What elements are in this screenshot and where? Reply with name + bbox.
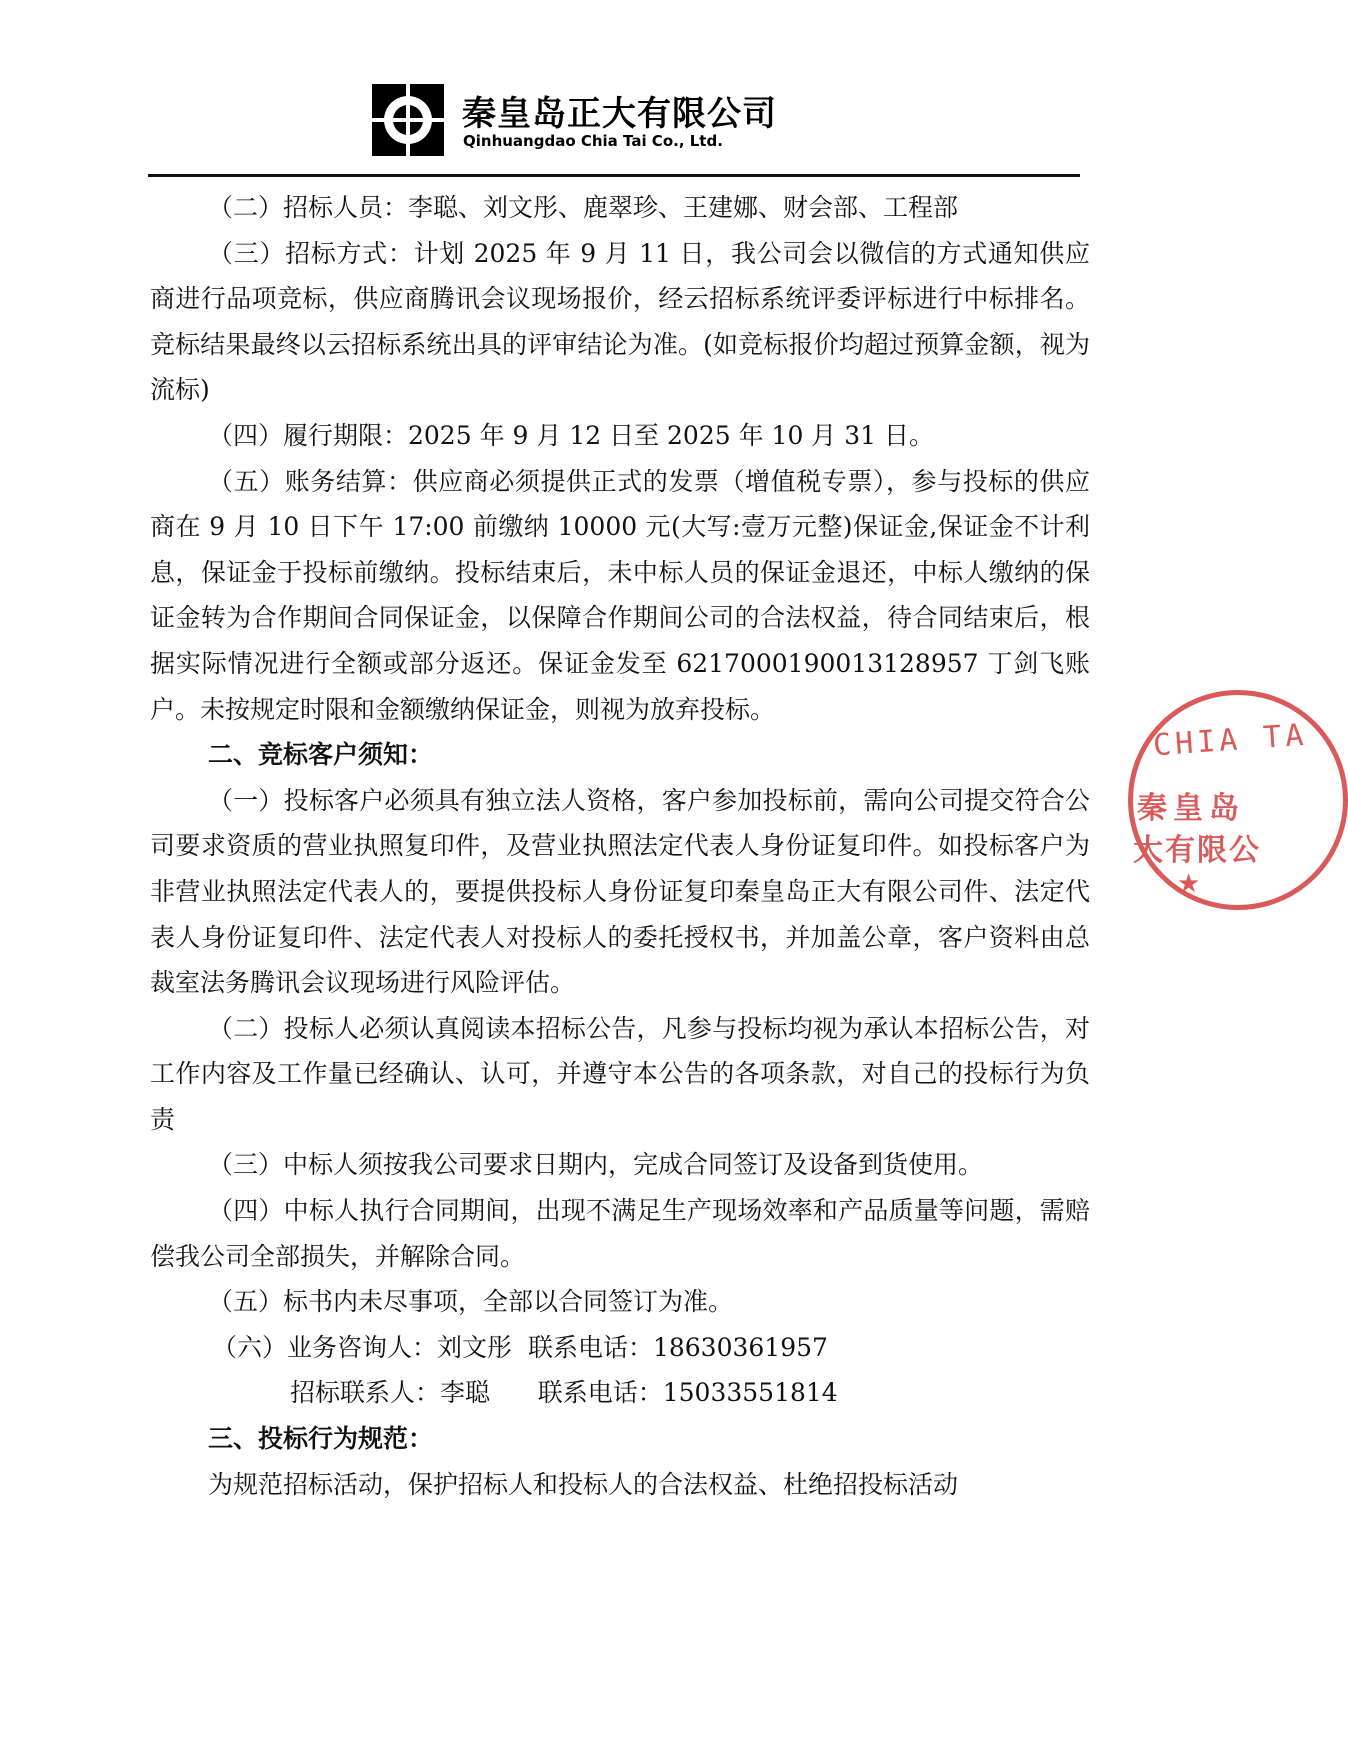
contact-bidding-phone-label: 联系电话： <box>537 1378 663 1408</box>
star-icon: ★ <box>1177 869 1201 899</box>
paragraph-conduct-intro: 为规范招标活动，保护招标人和投标人的合法权益、杜绝招投标活动 <box>208 1469 959 1499</box>
company-seal-stamp <box>1128 690 1348 910</box>
header-divider <box>148 174 1080 177</box>
contact-business-phone: 18630361957 <box>652 1332 828 1362</box>
paragraph-compensation: （四）中标人执行合同期间，出现不满足生产现场效率和产品质量等问题，需赔偿我公司全部损失，并解除合同。 <box>150 1196 1090 1271</box>
company-logo-icon <box>372 84 444 156</box>
contact-bidding-phone: 15033551814 <box>662 1378 838 1408</box>
paragraph-read-notice: （二）投标人必须认真阅读本招标公告，凡参与投标均视为承认本招标公告，对工作内容及工作量已经确认、认可，并遵守本公告的各项条款，对自己的投标行为负责 <box>150 1013 1090 1134</box>
document-body <box>150 185 1090 1507</box>
paragraph-bidders: （二）招标人员：李聪、刘文彤、鹿翠珍、王建娜、财会部、工程部 <box>208 193 959 222</box>
letterhead <box>150 80 1090 175</box>
contact-business-label: （六）业务咨询人： <box>212 1332 438 1362</box>
contact-bidding-label: 招标联系人： <box>290 1378 441 1408</box>
contact-business <box>150 1325 1090 1371</box>
stamp-text-en: CHIA TA <box>1151 717 1309 764</box>
company-name-en: Qinhuangdao Chia Tai Co., Ltd. <box>463 132 723 150</box>
section-heading-conduct: 三、投标行为规范： <box>208 1424 434 1454</box>
contact-business-name: 刘文彤 <box>437 1332 513 1362</box>
paragraph-settlement: （五）账务结算：供应商必须提供正式的发票（增值税专票），参与投标的供应商在 9 月 10 日下午 17:00 前缴纳 10000 元(大写:壹万元整)保证金,保证金不计利息，保证金于投标前缴纳。投标结束后，未中标人员的保证金退还，中标人缴纳的保证金转为合作期间合同保证金，以保障合作期间公司的合法权益，待合同结束后，根据实际情况进行全额或部分返还。保证金发至 6217000190013128957 丁剑飞账户。未按规定时限和金额缴纳保证金，则视为放弃投标。 <box>150 466 1090 724</box>
stamp-text-cn-line2: 大有限公 <box>1133 833 1261 868</box>
company-name-cn: 秦皇岛正大有限公司 <box>462 94 777 134</box>
paragraph-bid-method: （三）招标方式：计划 2025 年 9 月 11 日，我公司会以微信的方式通知供应商进行品项竞标，供应商腾讯会议现场报价，经云招标系统评委评标进行中标排名。竞标结果最终以云招标系统出具的评审结论为准。(如竞标报价均超过预算金额，视为流标) <box>150 238 1090 405</box>
paragraph-term: （四）履行期限：2025 年 9 月 12 日至 2025 年 10 月 31 日。 <box>208 420 935 450</box>
contact-business-phone-label: 联系电话： <box>527 1332 653 1362</box>
paragraph-qualification: （一）投标客户必须具有独立法人资格，客户参加投标前，需向公司提交符合公司要求资质的营业执照复印件，及营业执照法定代表人身份证复印件。如投标客户为非营业执照法定代表人的，要提供投标人身份证复印秦皇岛正大有限公司件、法定代表人身份证复印件、法定代表人对投标人的委托授权书，并加盖公章，客户资料由总裁室法务腾讯会议现场进行风险评估。 <box>150 785 1090 998</box>
section-heading-bidder-notice: 二、竞标客户须知： <box>208 740 434 770</box>
contact-bidding <box>150 1370 1090 1416</box>
paragraph-unresolved: （五）标书内未尽事项，全部以合同签订为准。 <box>208 1287 734 1317</box>
stamp-text-cn-line1: 秦皇岛 <box>1137 791 1245 826</box>
paragraph-contract-signing: （三）中标人须按我公司要求日期内，完成合同签订及设备到货使用。 <box>208 1150 984 1180</box>
contact-bidding-name: 李聪 <box>440 1378 491 1408</box>
